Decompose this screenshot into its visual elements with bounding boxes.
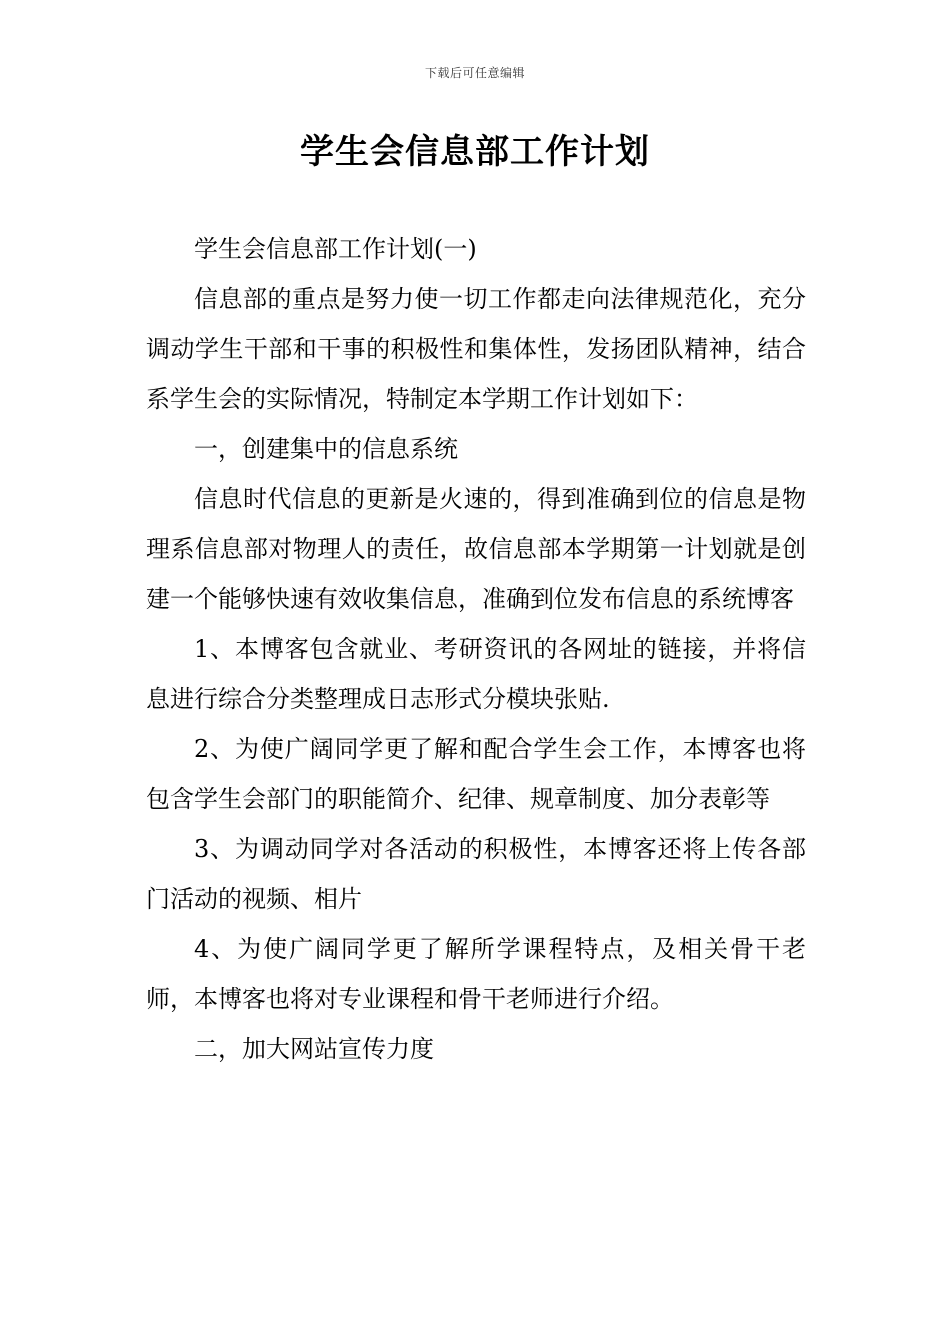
- list-item: 1、本博客包含就业、考研资讯的各网址的链接，并将信息进行综合分类整理成日志形式分模块张贴.: [146, 635, 806, 713]
- paragraph-subtitle: 学生会信息部工作计划(一): [194, 235, 477, 263]
- document-title: 学生会信息部工作计划: [300, 132, 650, 172]
- list-item: 3、为调动同学对各活动的积极性，本博客还将上传各部门活动的视频、相片: [146, 835, 806, 913]
- paragraph: 信息时代信息的更新是火速的，得到准确到位的信息是物理系信息部对物理人的责任，故信息部本学期第一计划就是创建一个能够快速有效收集信息，准确到位发布信息的系统博客: [146, 485, 806, 613]
- section-heading-2: 二，加大网站宣传力度: [194, 1035, 434, 1063]
- header-note: 下载后可任意编辑: [424, 66, 525, 80]
- list-item: 2、为使广阔同学更了解和配合学生会工作，本博客也将包含学生会部门的职能简介、纪律、规章制度、加分表彰等: [146, 735, 806, 813]
- section-heading-1: 一，创建集中的信息系统: [194, 435, 458, 463]
- list-item: 4、为使广阔同学更了解所学课程特点，及相关骨干老师，本博客也将对专业课程和骨干老师进行介绍。: [146, 935, 806, 1013]
- paragraph-intro: 信息部的重点是努力使一切工作都走向法律规范化，充分调动学生干部和干事的积极性和集体性，发扬团队精神，结合系学生会的实际情况，特制定本学期工作计划如下：: [146, 285, 806, 413]
- document-body: [146, 224, 806, 1074]
